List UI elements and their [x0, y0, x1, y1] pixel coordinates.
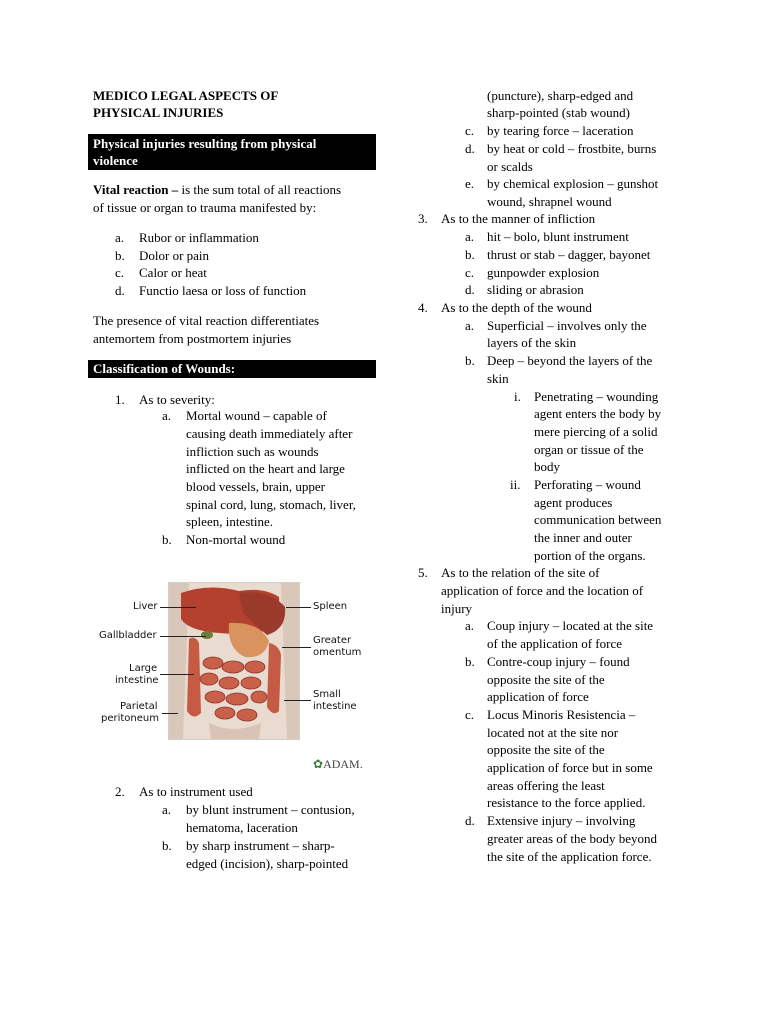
- text-line: injury: [441, 601, 473, 616]
- list-item: Rubor or inflammation: [139, 230, 259, 245]
- list-item-depth: As to the depth of the wound: [441, 300, 592, 315]
- list-item: sliding or abrasion: [487, 282, 584, 297]
- list-item: thrust or stab – dagger, bayonet: [487, 247, 651, 262]
- text-line: sharp-pointed (stab wound): [487, 105, 630, 120]
- text-line: by blunt instrument – contusion,: [186, 802, 355, 817]
- text-line: (puncture), sharp-edged and: [487, 88, 634, 103]
- list-marker: c.: [465, 123, 475, 138]
- text-line: by chemical explosion – gunshot: [487, 176, 659, 191]
- list-item: Functio laesa or loss of function: [139, 283, 307, 298]
- leader-line: [286, 607, 311, 608]
- text-line: blood vessels, brain, upper: [186, 479, 326, 494]
- text-line: As to the relation of the site of: [441, 565, 600, 580]
- list-item: gunpowder explosion: [487, 265, 600, 280]
- list-marker: 2.: [115, 784, 125, 799]
- text-line: by heat or cold – frostbite, burns: [487, 141, 657, 156]
- text-line: application of force but in some: [487, 760, 653, 775]
- text-line: opposite the site of the: [487, 742, 605, 757]
- list-marker: a.: [465, 229, 475, 244]
- section-heading-line-2: violence: [93, 153, 138, 168]
- text-line: infliction such as wounds: [186, 444, 319, 459]
- list-marker: i.: [514, 389, 521, 404]
- text-line: hematoma, laceration: [186, 820, 298, 835]
- adam-logo: [313, 757, 363, 772]
- list-marker: a.: [162, 802, 172, 817]
- text-line: inflicted on the heart and large: [186, 461, 345, 476]
- list-marker: 5.: [418, 565, 428, 580]
- text-line: greater areas of the body beyond: [487, 831, 658, 846]
- label-omentum: omentum: [313, 647, 362, 658]
- text-line: of the application of force: [487, 636, 622, 651]
- list-marker: 3.: [418, 211, 428, 226]
- list-marker: c.: [115, 265, 125, 280]
- section-heading-classification: Classification of Wounds:: [88, 360, 376, 378]
- text-line: spleen, intestine.: [186, 514, 274, 529]
- text-line: wound, shrapnel wound: [487, 194, 612, 209]
- text-line: Mortal wound – capable of: [186, 408, 327, 423]
- label-peritoneum: peritoneum: [101, 713, 159, 724]
- text-line: causing death immediately after: [186, 426, 353, 441]
- text-line: the site of the application force.: [487, 849, 652, 864]
- text-line: resistance to the force applied.: [487, 795, 646, 810]
- vital-reaction-def-2: of tissue or organ to trauma manifested by:: [93, 200, 317, 215]
- text-line: Coup injury – located at the site: [487, 618, 654, 633]
- label-intestine: intestine: [115, 675, 159, 686]
- text-line: Contre-coup injury – found: [487, 654, 630, 669]
- section-heading-physical-injuries: [88, 134, 376, 170]
- text-line: Superficial – involves only the: [487, 318, 647, 333]
- list-marker: d.: [465, 282, 475, 297]
- text-line: communication between: [534, 512, 662, 527]
- text-line: Penetrating – wounding: [534, 389, 659, 404]
- label-small: Small: [313, 689, 341, 700]
- non-mortal-wound: Non-mortal wound: [186, 532, 286, 547]
- presence-line-2: antemortem from postmortem injuries: [93, 331, 292, 346]
- text-line: Locus Minoris Resistencia –: [487, 707, 636, 722]
- text-line: portion of the organs.: [534, 548, 646, 563]
- text-line: mere piercing of a solid: [534, 424, 658, 439]
- list-marker: a.: [162, 408, 172, 423]
- vital-reaction-term: Vital reaction –: [93, 182, 179, 197]
- vital-reaction-def-1: is the sum total of all reactions: [178, 182, 342, 197]
- list-item: Calor or heat: [139, 265, 207, 280]
- leader-line: [160, 636, 206, 637]
- list-item: Dolor or pain: [139, 248, 210, 263]
- list-marker: a.: [115, 230, 125, 245]
- leader-line: [160, 607, 196, 608]
- list-marker: a.: [465, 318, 475, 333]
- text-line: edged (incision), sharp-pointed: [186, 856, 349, 871]
- title-line-2: PHYSICAL INJURIES: [93, 105, 224, 120]
- text-line: organ or tissue of the: [534, 442, 644, 457]
- label-gallbladder: Gallbladder: [99, 630, 157, 641]
- text-line: the inner and outer: [534, 530, 632, 545]
- text-line: or scalds: [487, 159, 533, 174]
- list-marker: c.: [465, 265, 475, 280]
- adam-credit: ADAM.: [323, 757, 363, 771]
- list-marker: d.: [465, 813, 475, 828]
- list-marker: 1.: [115, 392, 125, 407]
- text-line: Deep – beyond the layers of the: [487, 353, 653, 368]
- list-marker: d.: [115, 283, 125, 298]
- list-marker: 4.: [418, 300, 428, 315]
- leader-line: [284, 700, 311, 701]
- list-marker: e.: [465, 176, 475, 191]
- text-line: located not at the site nor: [487, 725, 619, 740]
- text-line: skin: [487, 371, 509, 386]
- leader-line: [162, 713, 178, 714]
- presence-line-1: The presence of vital reaction differentiates: [93, 313, 320, 328]
- list-item-severity: As to severity:: [139, 392, 215, 407]
- leaf-icon: ✿: [313, 757, 324, 771]
- text-line: layers of the skin: [487, 335, 577, 350]
- text-line: application of force: [487, 689, 589, 704]
- list-marker: b.: [465, 247, 475, 262]
- vital-reaction-definition: [93, 181, 341, 199]
- text-line: by tearing force – laceration: [487, 123, 634, 138]
- text-line: agent produces: [534, 495, 613, 510]
- list-marker: c.: [465, 707, 475, 722]
- abdominal-organs-illustration: [168, 582, 300, 740]
- label-greater: Greater: [313, 635, 352, 646]
- label-liver: Liver: [133, 601, 158, 612]
- list-item-instrument: As to instrument used: [139, 784, 253, 799]
- list-marker: b.: [162, 532, 172, 547]
- list-marker: ii.: [510, 477, 521, 492]
- list-marker: a.: [465, 618, 475, 633]
- list-item: hit – bolo, blunt instrument: [487, 229, 629, 244]
- text-line: spinal cord, lung, stomach, liver,: [186, 497, 356, 512]
- list-item-manner: As to the manner of infliction: [441, 211, 596, 226]
- text-line: areas offering the least: [487, 778, 605, 793]
- section-heading-line-1: Physical injuries resulting from physical: [93, 136, 317, 151]
- title-line-1: MEDICO LEGAL ASPECTS OF: [93, 88, 279, 103]
- list-marker: b.: [465, 353, 475, 368]
- label-spleen: Spleen: [313, 601, 348, 612]
- text-line: opposite the site of the: [487, 672, 605, 687]
- list-marker: b.: [162, 838, 172, 853]
- text-line: application of force and the location of: [441, 583, 644, 598]
- text-line: agent enters the body by: [534, 406, 662, 421]
- list-marker: b.: [115, 248, 125, 263]
- text-line: body: [534, 459, 560, 474]
- list-marker: d.: [465, 141, 475, 156]
- leader-line: [282, 647, 311, 648]
- text-line: Perforating – wound: [534, 477, 641, 492]
- label-parietal: Parietal: [120, 701, 158, 712]
- list-marker: b.: [465, 654, 475, 669]
- leader-line: [160, 674, 194, 675]
- label-large: Large: [129, 663, 158, 674]
- text-line: Extensive injury – involving: [487, 813, 636, 828]
- text-line: by sharp instrument – sharp-: [186, 838, 335, 853]
- label-intestine: intestine: [313, 701, 357, 712]
